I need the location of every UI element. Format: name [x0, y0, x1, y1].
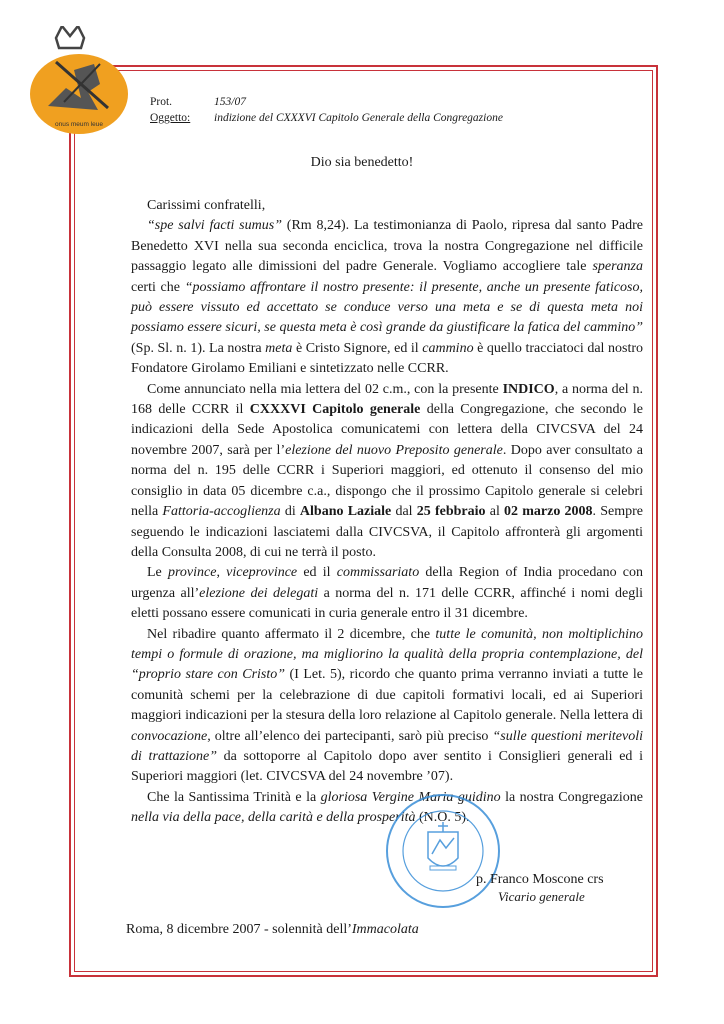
- protocol-header: [150, 94, 503, 126]
- paragraph-2: Come annunciato nella mia lettera del 02 c.m., con la presente INDICO, a norma del n. 168 delle CCRR il CXXXVI Capitolo generale della Congregazione, che secondo le indicazioni della Sede Apostolica comunicatemi con lettera della CIVCSVA del 24 novembre 2007, sarà per l’elezione del nuovo Preposito generale. Dopo aver consultato a norma del n. 195 delle CCRR i Superiori maggiori, ed ottenuto il consenso del mio consiglio in data 05 dicembre c.a., dispongo che il prossimo Capitolo generale si celebri nella Fattoria-accoglienza di Albano Laziale dal 25 febbraio al 02 marzo 2008. Sempre seguendo le indicazioni lasciatemi dalla CIVCSVA, il Capitolo affronterà gli argomenti della Consulta 2008, di cui ne terrà il posto.: [131, 381, 644, 560]
- prot-number: 153/07: [214, 96, 246, 108]
- greeting: Dio sia benedetto!: [310, 155, 414, 170]
- paragraph-4: Nel ribadire quanto affermato il 2 dicembre, che tutte le comunità, non moltiplichino tempi o formule di orazione, ma migliorino la qualità della propria contemplazione, del “proprio stare con Cristo” (I Let. 5), ricordo che quanto prima verranno inviati a tutte le comunità schemi per la celebrazione di due capitoli formativi locali, ed ai Superiori maggiori indicazioni per la stesura della loro relazione al Capitolo generale. Nella lettera di convocazione, oltre all’elenco dei partecipanti, sarò più preciso “sulle questioni meritevoli di trattazione” da sottoporre al Capitolo dopo aver sentito i Consiglieri generali ed i Superiori maggiori (let. CIVCSVA del 24 novembre ’07).: [131, 626, 644, 785]
- congregation-crest-icon: [26, 26, 132, 136]
- prot-label: Prot.: [150, 96, 173, 108]
- signature-name: p. Franco Moscone crs: [476, 872, 604, 887]
- paragraph-1: “spe salvi facti sumus” (Rm 8,24). La testimonianza di Paolo, ripresa dal santo Padre Benedetto XVI nella sua seconda enciclica, trova la nostra Congregazione nel difficile passaggio legato alle dimissioni del padre Generale. Vogliamo accogliere tale speranza certi che “possiamo affrontare il nostro presente: il presente, anche un presente faticoso, può essere vissuto ed accettato se conduce verso una meta e se di questa meta noi possiamo essere sicuri, se questa meta è così grande da giustificare la fatica del cammino” (Sp. Sl. n. 1). La nostra meta è Cristo Signore, ed il cammino è quello tracciatoci dal nostro Fondatore Girolamo Emiliani e sintetizzato nelle CCRR.: [131, 218, 643, 377]
- salutation: Carissimi confratelli,: [147, 198, 266, 213]
- letter-body: [131, 196, 643, 829]
- official-stamp-icon: [384, 792, 502, 910]
- paragraph-5: Che la Santissima Trinità e la gloriosa Vergine Maria guidino la nostra Congregazione nella via della pace, della carità e della prosperità (N.O. 5).: [131, 789, 644, 826]
- subject-text: indizione del CXXXVI Capitolo Generale della Congregazione: [214, 112, 503, 124]
- paragraph-3: Le province, viceprovince ed il commissariato della Region of India procedano con urgenza all’elezione dei delegati a norma del n. 171 delle CCRR, affinché i nomi degli eletti possano essere comunicati in curia generale entro il 31 dicembre.: [131, 565, 644, 622]
- place-date: Roma, 8 dicembre 2007 - solennità dell’Immacolata: [126, 922, 419, 937]
- signature-title: Vicario generale: [498, 889, 585, 904]
- subject-label: Oggetto:: [150, 112, 191, 124]
- logo-motto: onus meum leue: [54, 121, 104, 128]
